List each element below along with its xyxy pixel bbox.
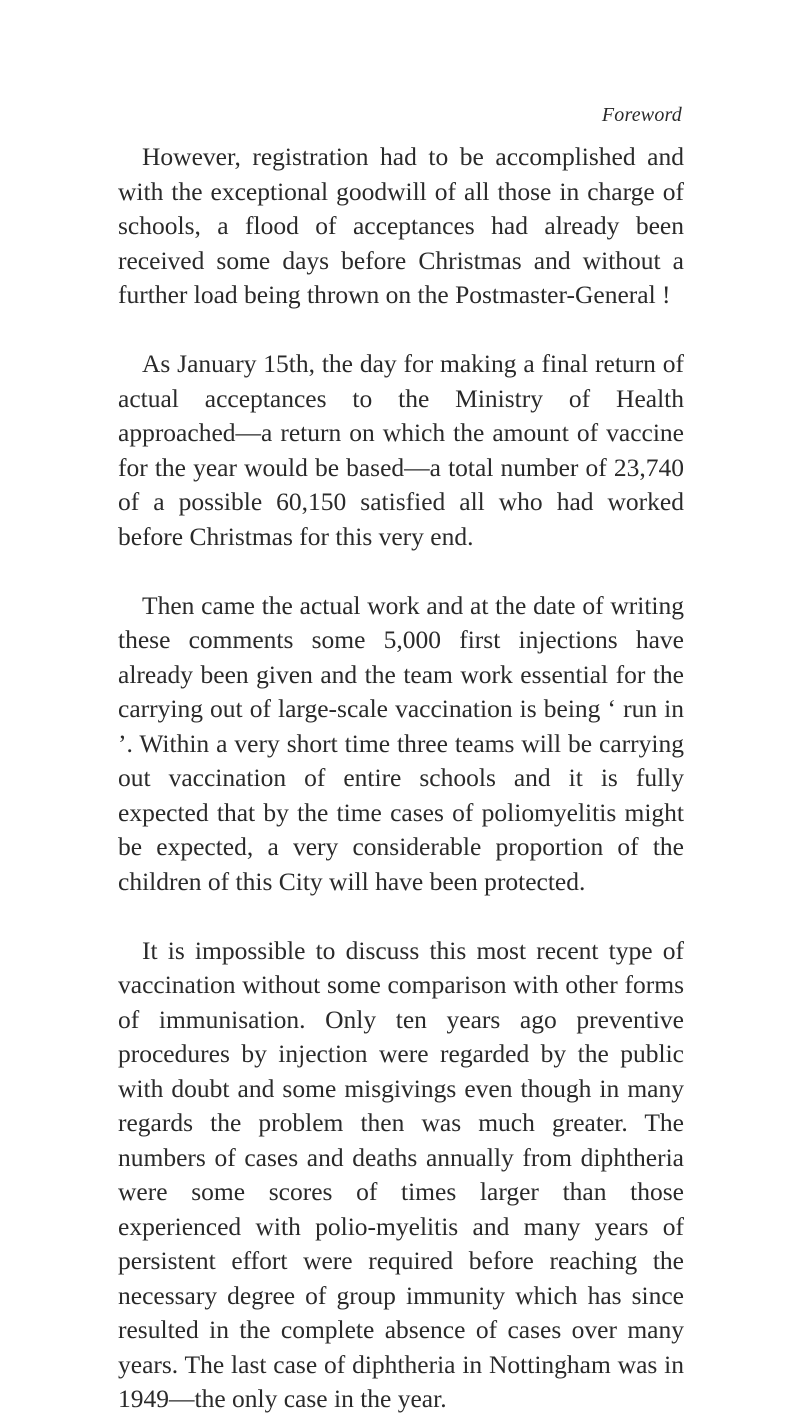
paragraph-vaccination-work: Then came the actual work and at the date of writing these comments some 5,000 first injections have already been given and the team work essential for the carrying out of large-scale vaccination is being ‘ run in ’. Within a very short time three teams will be carrying out vaccination of entire schools and it is fully expected that by the time cases of poliomyelitis might be expected, a very considerable proportion of the children of this City will have been protected.	[118, 590, 684, 896]
body-text	[118, 140, 684, 1417]
paragraph-immunisation-comparison: It is impossible to discuss this most recent type of vaccination without some comparison with other forms of immunisation. Only ten years ago preventive procedures by injection were regarded by the public with doubt and some misgivings even though in many regards the problem then was much greater. The numbers of cases and deaths annually from diphtheria were some scores of times larger than those experienced with polio-myelitis and many years of persistent effort were required before reaching the necessary degree of group immunity which has since resulted in the complete absence of cases over many years. The last case of diphtheria in Nottingham was in 1949—the only case in the year.	[118, 935, 684, 1413]
paragraph-january-return: As January 15th, the day for making a final return of actual acceptances to the Ministry of Health approached—a return on which the amount of vaccine for the year would be based—a total number of 23,740 of a possible 60,150 satisfied all who had worked before Christmas for this very end.	[118, 349, 684, 551]
paragraph-registration: However, registration had to be accomplished and with the exceptional goodwill of all those in charge of schools, a flood of acceptances had already been received some days before Christmas and without a further load being thrown on the Postmaster-General !	[118, 142, 684, 309]
running-head: Foreword	[601, 104, 682, 126]
